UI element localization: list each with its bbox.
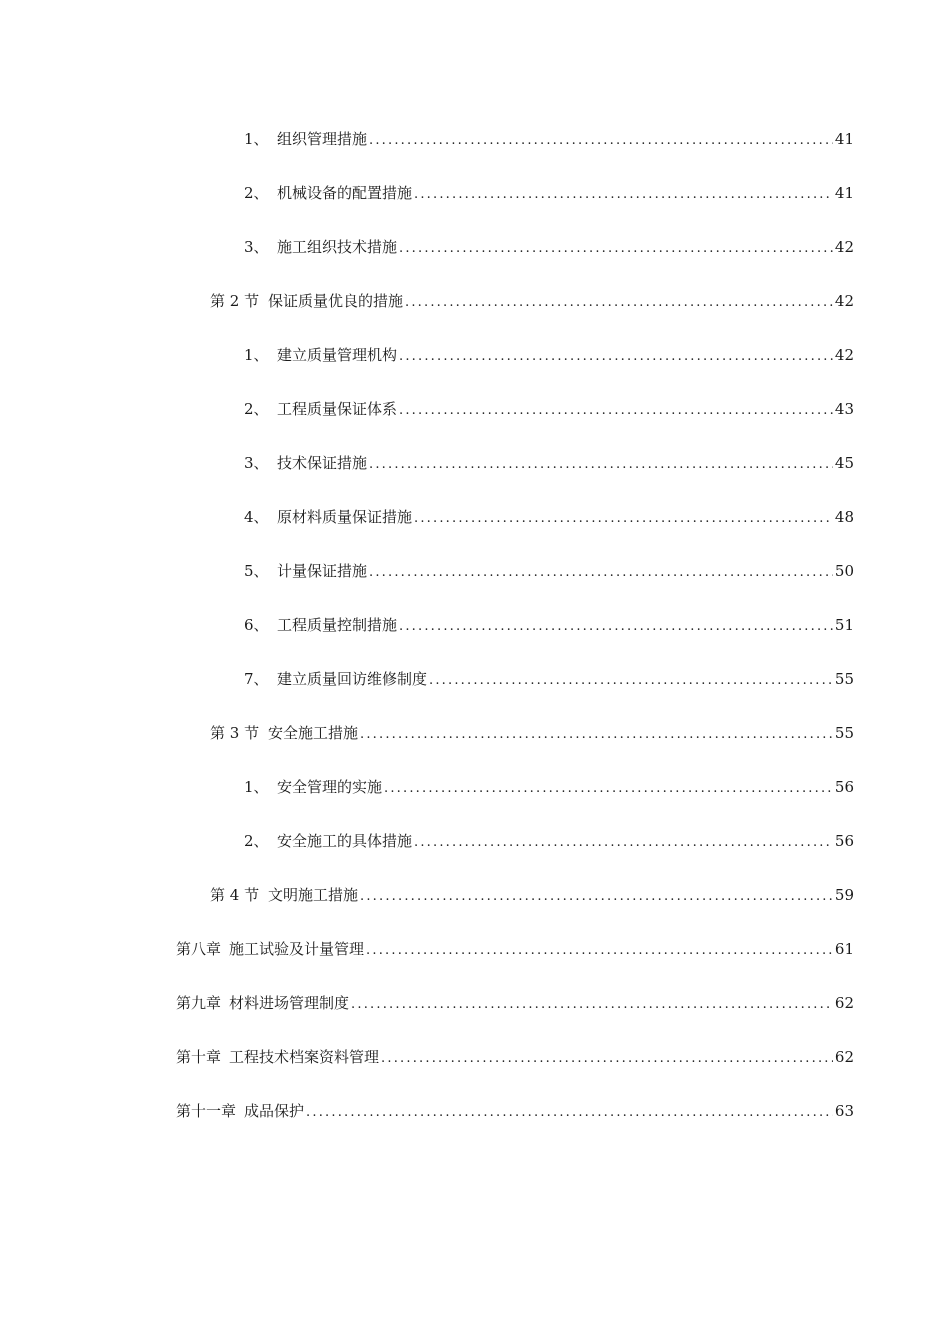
toc-entry-number: 第八章	[176, 940, 222, 958]
toc-entry[interactable]	[244, 664, 854, 694]
toc-entry-title: 施工试验及计量管理	[229, 940, 365, 958]
toc-entry-page: 43	[834, 400, 854, 418]
toc-entry-number: 1、	[244, 346, 269, 364]
toc-entry-page: 55	[834, 670, 854, 688]
toc-entry[interactable]	[210, 718, 854, 748]
toc-entry[interactable]	[244, 394, 854, 424]
toc-entry-title: 工程技术档案资料管理	[229, 1048, 380, 1066]
toc-entry-page: 61	[834, 940, 854, 958]
toc-entry[interactable]	[210, 880, 854, 910]
toc-entry[interactable]	[210, 286, 854, 316]
toc-entry-title: 材料进场管理制度	[229, 994, 350, 1012]
toc-entry-page: 48	[834, 508, 854, 526]
toc-entry-number: 4、	[244, 508, 269, 526]
dot-leader	[414, 504, 833, 534]
toc-entry-title: 保证质量优良的措施	[268, 292, 404, 310]
toc-entry-title: 原材料质量保证措施	[277, 508, 413, 526]
toc-entry[interactable]	[176, 988, 854, 1018]
toc-entry-title: 施工组织技术措施	[277, 238, 398, 256]
dot-leader	[369, 558, 833, 588]
dot-leader	[366, 936, 833, 966]
dot-leader	[399, 612, 833, 642]
toc-entry-page: 50	[834, 562, 854, 580]
dot-leader	[369, 126, 833, 156]
toc-entry[interactable]	[244, 232, 854, 262]
toc-entry-title: 机械设备的配置措施	[277, 184, 413, 202]
toc-entry[interactable]	[176, 934, 854, 964]
toc-entry-number: 3、	[244, 238, 269, 256]
dot-leader	[429, 666, 833, 696]
toc-entry-number: 1、	[244, 778, 269, 796]
toc-entry-number: 第 3 节	[210, 724, 260, 742]
dot-leader	[405, 288, 833, 318]
toc-entry[interactable]	[244, 610, 854, 640]
toc-entry-number: 1、	[244, 130, 269, 148]
dot-leader	[381, 1044, 833, 1074]
toc-entry-title: 安全施工措施	[268, 724, 359, 742]
toc-entry[interactable]	[244, 502, 854, 532]
toc-entry-number: 2、	[244, 400, 269, 418]
toc-entry-title: 建立质量回访维修制度	[277, 670, 428, 688]
toc-entry-title: 工程质量控制措施	[277, 616, 398, 634]
toc-entry[interactable]	[244, 772, 854, 802]
toc-entry-title: 计量保证措施	[277, 562, 368, 580]
toc-entry-page: 42	[834, 346, 854, 364]
dot-leader	[360, 882, 833, 912]
toc-entry-page: 42	[834, 238, 854, 256]
toc-entry-number: 3、	[244, 454, 269, 472]
toc-entry-number: 第 2 节	[210, 292, 260, 310]
toc-entry[interactable]	[176, 1096, 854, 1126]
dot-leader	[369, 450, 833, 480]
toc-entry-page: 62	[834, 1048, 854, 1066]
toc-entry-number: 7、	[244, 670, 269, 688]
toc-entry-number: 第九章	[176, 994, 222, 1012]
toc-entry-title: 组织管理措施	[277, 130, 368, 148]
toc-entry-title: 工程质量保证体系	[277, 400, 398, 418]
toc-entry[interactable]	[244, 124, 854, 154]
toc-entry-title: 安全施工的具体措施	[277, 832, 413, 850]
dot-leader	[399, 396, 833, 426]
toc-entry-page: 42	[834, 292, 854, 310]
toc-entry-page: 55	[834, 724, 854, 742]
dot-leader	[351, 990, 833, 1020]
toc-entry[interactable]	[244, 340, 854, 370]
toc-entry-title: 成品保护	[244, 1102, 305, 1120]
toc-entry-number: 第十章	[176, 1048, 222, 1066]
toc-entry-number: 第 4 节	[210, 886, 260, 904]
toc-entry-number: 第十一章	[176, 1102, 237, 1120]
dot-leader	[360, 720, 833, 750]
toc-entry[interactable]	[176, 1042, 854, 1072]
toc-entry-page: 51	[834, 616, 854, 634]
dot-leader	[399, 342, 833, 372]
toc-entry-page: 62	[834, 994, 854, 1012]
toc-entry-title: 建立质量管理机构	[277, 346, 398, 364]
toc-entry-page: 41	[834, 184, 854, 202]
toc-entry-number: 2、	[244, 832, 269, 850]
toc-entry-title: 技术保证措施	[277, 454, 368, 472]
toc-entry-page: 56	[834, 832, 854, 850]
toc-entry-page: 59	[834, 886, 854, 904]
toc-entry[interactable]	[244, 826, 854, 856]
toc-entry-number: 2、	[244, 184, 269, 202]
dot-leader	[414, 828, 833, 858]
toc-entry-page: 56	[834, 778, 854, 796]
toc-entry-title: 文明施工措施	[268, 886, 359, 904]
toc-entry[interactable]	[244, 448, 854, 478]
dot-leader	[414, 180, 833, 210]
dot-leader	[399, 234, 833, 264]
dot-leader	[384, 774, 833, 804]
toc-entry-page: 45	[834, 454, 854, 472]
toc-entry-number: 6、	[244, 616, 269, 634]
toc-entry[interactable]	[244, 178, 854, 208]
toc-entry-title: 安全管理的实施	[277, 778, 383, 796]
toc-entry[interactable]	[244, 556, 854, 586]
toc-entry-page: 41	[834, 130, 854, 148]
toc-entry-number: 5、	[244, 562, 269, 580]
dot-leader	[306, 1098, 833, 1128]
toc-entry-page: 63	[834, 1102, 854, 1120]
